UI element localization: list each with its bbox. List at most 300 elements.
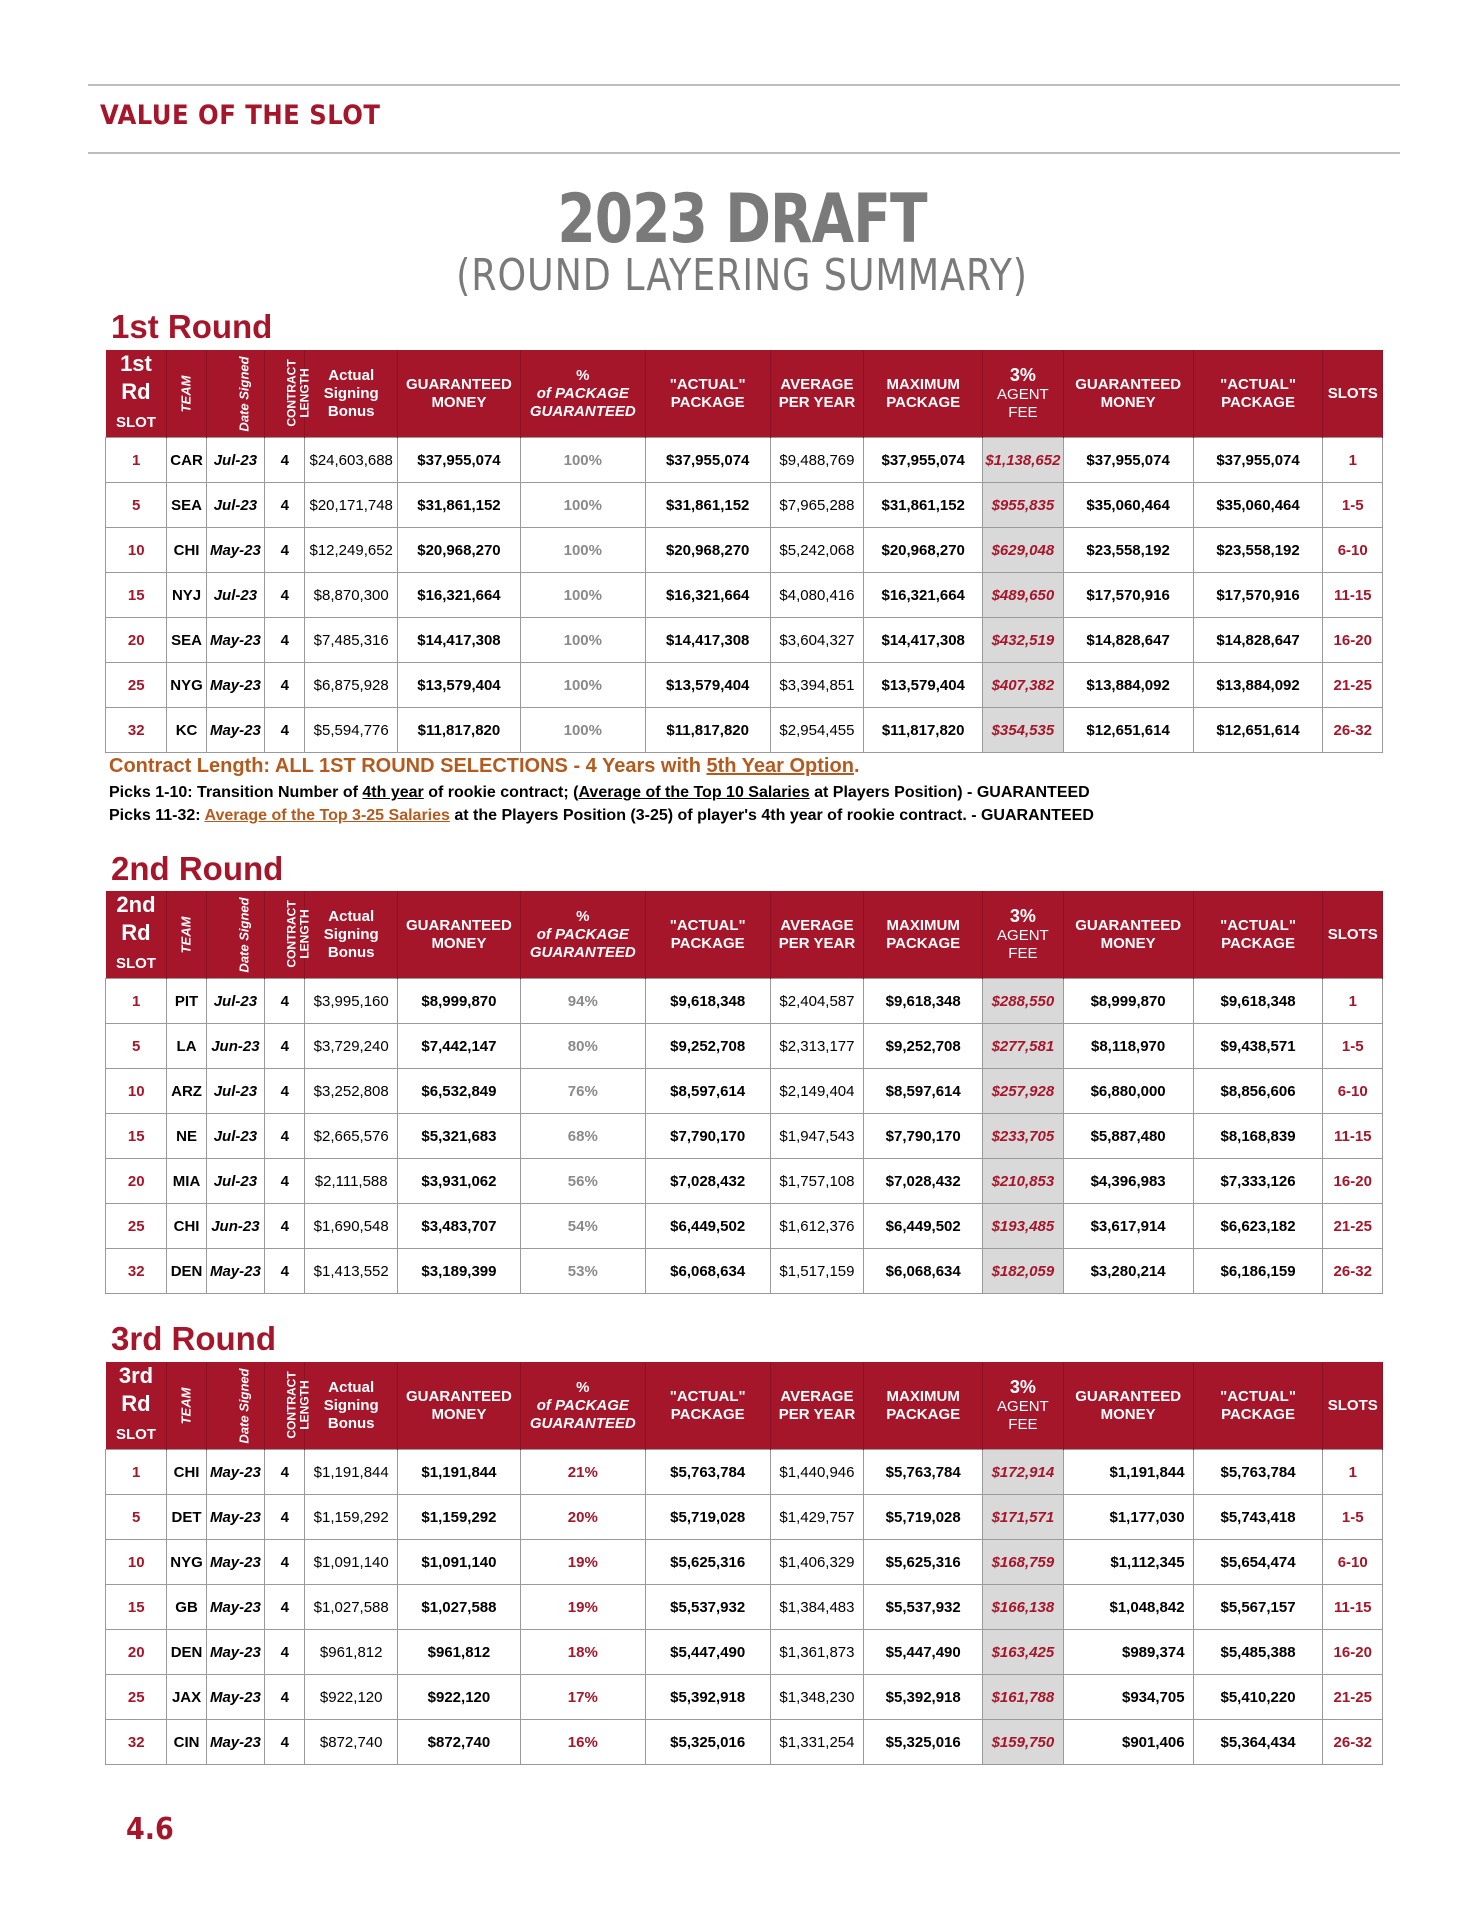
max-cell: $6,449,502 (864, 1204, 983, 1249)
actual-cell: $5,325,016 (645, 1720, 770, 1765)
column-label: % (576, 907, 590, 925)
apy-cell: $2,404,587 (770, 979, 864, 1024)
slots-cell: 26-32 (1323, 708, 1383, 753)
round-3-table (105, 1362, 1383, 1765)
pct-cell: 53% (520, 1249, 645, 1294)
team-cell: DEN (167, 1630, 206, 1675)
slots-cell: 16-20 (1323, 1630, 1383, 1675)
date-cell: Jul-23 (206, 438, 264, 483)
column-label: FEE (1008, 403, 1038, 421)
max-cell: $11,817,820 (864, 708, 983, 753)
pick-cell: 20 (106, 1159, 167, 1204)
note-text: 5th Year Option (706, 755, 854, 777)
apy-cell: $3,604,327 (770, 618, 864, 663)
guaranteed-cell: $961,812 (398, 1630, 521, 1675)
column-label: GUARANTEED (406, 1387, 512, 1405)
max-cell: $37,955,074 (864, 438, 983, 483)
contract-length-note (109, 755, 860, 778)
fee-cell: $233,705 (983, 1114, 1064, 1159)
column-label: SLOT (115, 1426, 156, 1443)
column-label: TEAM (178, 1387, 194, 1424)
apy-cell: $1,361,873 (770, 1630, 864, 1675)
max-cell: $14,417,308 (864, 618, 983, 663)
slots-cell: 21-25 (1323, 1204, 1383, 1249)
actual2-cell: $8,856,606 (1193, 1069, 1323, 1114)
guaranteed-cell: $13,579,404 (398, 663, 521, 708)
column-label: of PACKAGE (536, 925, 629, 943)
bonus-cell: $8,870,300 (305, 573, 398, 618)
length-cell: 4 (265, 618, 305, 663)
apy-cell: $1,331,254 (770, 1720, 864, 1765)
pick-cell: 1 (106, 1450, 167, 1495)
column-label: of PACKAGE (536, 384, 629, 402)
actual-cell: $11,817,820 (645, 708, 770, 753)
column-label: Bonus (327, 1414, 375, 1432)
column-label: PACKAGE (1221, 934, 1295, 952)
table-row (106, 1024, 1383, 1069)
fee-cell: $288,550 (983, 979, 1064, 1024)
guaranteed-cell: $1,027,588 (398, 1585, 521, 1630)
team-cell: CHI (167, 1450, 206, 1495)
column-label: PER YEAR (778, 393, 856, 411)
max-cell: $9,252,708 (864, 1024, 983, 1069)
col-maximum-package (864, 350, 983, 438)
max-cell: $6,068,634 (864, 1249, 983, 1294)
slots-cell: 11-15 (1323, 573, 1383, 618)
column-label: SLOTS (1327, 925, 1378, 943)
column-label: MONEY (1100, 1405, 1156, 1423)
length-cell: 4 (265, 1585, 305, 1630)
length-cell: 4 (265, 483, 305, 528)
column-label: SLOTS (1327, 384, 1378, 402)
fee-cell: $159,750 (983, 1720, 1064, 1765)
actual2-cell: $13,884,092 (1193, 663, 1323, 708)
actual2-cell: $6,186,159 (1193, 1249, 1323, 1294)
note-text: Average of the Top 10 Salaries (578, 784, 810, 801)
fee-cell: $182,059 (983, 1249, 1064, 1294)
header-row (106, 891, 1383, 979)
actual-cell: $6,449,502 (645, 1204, 770, 1249)
fee-cell: $171,571 (983, 1495, 1064, 1540)
apy-cell: $7,965,288 (770, 483, 864, 528)
bonus-cell: $961,812 (305, 1630, 398, 1675)
column-label: GUARANTEED (1075, 1387, 1182, 1405)
actual-cell: $5,719,028 (645, 1495, 770, 1540)
slot-label: 3rd (118, 1363, 154, 1388)
column-label: Signing (323, 1396, 379, 1414)
column-label: MONEY (1100, 393, 1156, 411)
guaranteed-cell: $14,417,308 (398, 618, 521, 663)
team-cell: ARZ (167, 1069, 206, 1114)
slots-cell: 1-5 (1323, 1495, 1383, 1540)
col-slots (1323, 891, 1383, 979)
actual-cell: $37,955,074 (645, 438, 770, 483)
column-label: PACKAGE (670, 1405, 745, 1423)
column-label: SLOT (115, 955, 156, 972)
team-cell: SEA (167, 618, 206, 663)
col-slot (106, 350, 167, 438)
max-cell: $9,618,348 (864, 979, 983, 1024)
table-row (106, 438, 1383, 483)
column-label: AGENT (997, 385, 1049, 403)
length-cell: 4 (265, 1024, 305, 1069)
guaranteed2-cell: $1,112,345 (1063, 1540, 1193, 1585)
column-label: MONEY (431, 934, 487, 952)
fee-cell: $407,382 (983, 663, 1064, 708)
note-text: Contract Length: ALL 1ST ROUND SELECTIONS - 4 Years with (109, 755, 707, 777)
pick-cell: 15 (106, 1114, 167, 1159)
header-rule (88, 152, 1400, 154)
column-label: GUARANTEED (529, 402, 636, 420)
col-guaranteed-money (398, 1362, 521, 1450)
fee-cell: $161,788 (983, 1675, 1064, 1720)
apy-cell: $2,313,177 (770, 1024, 864, 1069)
bonus-cell: $922,120 (305, 1675, 398, 1720)
actual-cell: $5,392,918 (645, 1675, 770, 1720)
bonus-cell: $1,690,548 (305, 1204, 398, 1249)
length-cell: 4 (265, 1450, 305, 1495)
pick-cell: 25 (106, 1204, 167, 1249)
slots-cell: 1-5 (1323, 483, 1383, 528)
actual2-cell: $37,955,074 (1193, 438, 1323, 483)
guaranteed2-cell: $17,570,916 (1063, 573, 1193, 618)
col-date-signed (206, 1362, 264, 1450)
guaranteed-cell: $6,532,849 (398, 1069, 521, 1114)
col-agent-fee (983, 891, 1064, 979)
actual2-cell: $5,364,434 (1193, 1720, 1323, 1765)
column-label: Signing (323, 384, 379, 402)
column-label: Date Signed (236, 355, 252, 432)
pick-cell: 10 (106, 528, 167, 573)
date-cell: May-23 (206, 1675, 264, 1720)
actual2-cell: $8,168,839 (1193, 1114, 1323, 1159)
fee-cell: $489,650 (983, 573, 1064, 618)
guaranteed-cell: $11,817,820 (398, 708, 521, 753)
max-cell: $5,719,028 (864, 1495, 983, 1540)
length-cell: 4 (265, 1069, 305, 1114)
actual-cell: $16,321,664 (645, 573, 770, 618)
guaranteed2-cell: $934,705 (1063, 1675, 1193, 1720)
actual-cell: $7,028,432 (645, 1159, 770, 1204)
guaranteed2-cell: $3,617,914 (1063, 1204, 1193, 1249)
col-signing-bonus (305, 891, 398, 979)
guaranteed-cell: $922,120 (398, 1675, 521, 1720)
team-cell: CAR (167, 438, 206, 483)
column-label: PACKAGE (1221, 1405, 1295, 1423)
actual-cell: $9,252,708 (645, 1024, 770, 1069)
max-cell: $31,861,152 (864, 483, 983, 528)
fee-cell: $257,928 (983, 1069, 1064, 1114)
actual-cell: $6,068,634 (645, 1249, 770, 1294)
round-1-title: 1st Round (111, 308, 273, 345)
column-label: Date Signed (236, 1367, 252, 1444)
bonus-cell: $1,027,588 (305, 1585, 398, 1630)
apy-cell: $3,394,851 (770, 663, 864, 708)
col-slots (1323, 1362, 1383, 1450)
apy-cell: $5,242,068 (770, 528, 864, 573)
bonus-cell: $1,159,292 (305, 1495, 398, 1540)
col-pct-guaranteed (520, 350, 645, 438)
pick-cell: 32 (106, 1249, 167, 1294)
col-guaranteed-money-2 (1063, 1362, 1193, 1450)
guaranteed-cell: $20,968,270 (398, 528, 521, 573)
slots-cell: 16-20 (1323, 618, 1383, 663)
guaranteed2-cell: $901,406 (1063, 1720, 1193, 1765)
length-cell: 4 (265, 1249, 305, 1294)
slots-cell: 21-25 (1323, 663, 1383, 708)
table-row (106, 1249, 1383, 1294)
col-contract-length (265, 350, 312, 438)
pct-cell: 80% (520, 1024, 645, 1069)
col-maximum-package (864, 891, 983, 979)
actual-cell: $8,597,614 (645, 1069, 770, 1114)
team-cell: CIN (167, 1720, 206, 1765)
column-label: PACKAGE (886, 393, 961, 411)
pct-cell: 16% (520, 1720, 645, 1765)
fee-cell: $193,485 (983, 1204, 1064, 1249)
col-guaranteed-money-2 (1063, 350, 1193, 438)
col-slot (106, 891, 167, 979)
guaranteed-cell: $3,931,062 (398, 1159, 521, 1204)
column-label: AVERAGE (780, 1387, 854, 1405)
guaranteed2-cell: $5,887,480 (1063, 1114, 1193, 1159)
actual-cell: $14,417,308 (645, 618, 770, 663)
team-cell: NYJ (167, 573, 206, 618)
pct-cell: 94% (520, 979, 645, 1024)
column-label: GUARANTEED (529, 1414, 636, 1432)
table-row (106, 1585, 1383, 1630)
pct-cell: 100% (520, 528, 645, 573)
date-cell: Jul-23 (206, 1114, 264, 1159)
guaranteed2-cell: $12,651,614 (1063, 708, 1193, 753)
pick-cell: 32 (106, 1720, 167, 1765)
date-cell: Jun-23 (206, 1204, 264, 1249)
pick-cell: 20 (106, 618, 167, 663)
note-text: Picks 11-32: (109, 807, 205, 824)
guaranteed-cell: $8,999,870 (398, 979, 521, 1024)
max-cell: $16,321,664 (864, 573, 983, 618)
table-row (106, 663, 1383, 708)
date-cell: Jul-23 (206, 1159, 264, 1204)
guaranteed2-cell: $4,396,983 (1063, 1159, 1193, 1204)
column-label: FEE (1008, 944, 1038, 962)
bonus-cell: $24,603,688 (305, 438, 398, 483)
column-label: "ACTUAL" (1220, 1387, 1296, 1405)
actual-cell: $13,579,404 (645, 663, 770, 708)
picks-1-10-note (109, 784, 1090, 802)
actual2-cell: $5,763,784 (1193, 1450, 1323, 1495)
page-number: 4.6 (126, 1812, 174, 1847)
team-cell: DEN (167, 1249, 206, 1294)
fee-cell: $163,425 (983, 1630, 1064, 1675)
team-cell: NE (167, 1114, 206, 1159)
date-cell: May-23 (206, 1450, 264, 1495)
length-cell: 4 (265, 528, 305, 573)
slots-cell: 1 (1323, 438, 1383, 483)
column-label: PER YEAR (778, 934, 856, 952)
column-label: SLOT (115, 414, 156, 431)
length-cell: 4 (265, 1675, 305, 1720)
length-cell: 4 (265, 1495, 305, 1540)
guaranteed2-cell: $13,884,092 (1063, 663, 1193, 708)
date-cell: May-23 (206, 1540, 264, 1585)
apy-cell: $1,612,376 (770, 1204, 864, 1249)
pct-cell: 100% (520, 708, 645, 753)
table-row (106, 1204, 1383, 1249)
col-pct-guaranteed (520, 891, 645, 979)
table-row (106, 483, 1383, 528)
table-row (106, 1495, 1383, 1540)
column-label: GUARANTEED (406, 916, 512, 934)
guaranteed-cell: $1,091,140 (398, 1540, 521, 1585)
column-label: "ACTUAL" (669, 375, 746, 393)
max-cell: $7,028,432 (864, 1159, 983, 1204)
fee-cell: $210,853 (983, 1159, 1064, 1204)
header-row (106, 350, 1383, 438)
bonus-cell: $872,740 (305, 1720, 398, 1765)
length-cell: 4 (265, 1114, 305, 1159)
length-cell: 4 (265, 573, 305, 618)
date-cell: May-23 (206, 618, 264, 663)
table-row (106, 573, 1383, 618)
note-text: Picks 1-10: Transition Number of (109, 784, 363, 801)
bonus-cell: $12,249,652 (305, 528, 398, 573)
date-cell: May-23 (206, 1720, 264, 1765)
bonus-cell: $2,665,576 (305, 1114, 398, 1159)
bonus-cell: $3,252,808 (305, 1069, 398, 1114)
actual2-cell: $5,654,474 (1193, 1540, 1323, 1585)
actual-cell: $31,861,152 (645, 483, 770, 528)
apy-cell: $1,348,230 (770, 1675, 864, 1720)
col-average-per-year (770, 1362, 864, 1450)
slots-cell: 21-25 (1323, 1675, 1383, 1720)
pick-cell: 10 (106, 1540, 167, 1585)
pick-cell: 15 (106, 573, 167, 618)
length-cell: 4 (265, 1540, 305, 1585)
pick-cell: 1 (106, 979, 167, 1024)
pct-cell: 56% (520, 1159, 645, 1204)
note-text: 4th year (362, 784, 424, 801)
column-label: Bonus (327, 402, 375, 420)
column-label: MONEY (431, 393, 487, 411)
bonus-cell: $3,729,240 (305, 1024, 398, 1069)
pick-cell: 5 (106, 483, 167, 528)
column-label: % (576, 1378, 590, 1396)
bonus-cell: $7,485,316 (305, 618, 398, 663)
slots-cell: 1 (1323, 979, 1383, 1024)
pct-cell: 100% (520, 483, 645, 528)
col-signing-bonus (305, 350, 398, 438)
apy-cell: $1,384,483 (770, 1585, 864, 1630)
round-1-table (105, 350, 1383, 753)
top-rule (88, 84, 1400, 86)
column-label: PACKAGE (1221, 393, 1295, 411)
team-cell: LA (167, 1024, 206, 1069)
column-label: Actual (328, 907, 375, 925)
guaranteed-cell: $5,321,683 (398, 1114, 521, 1159)
date-cell: Jul-23 (206, 979, 264, 1024)
slots-cell: 26-32 (1323, 1720, 1383, 1765)
actual2-cell: $14,828,647 (1193, 618, 1323, 663)
column-label: AVERAGE (780, 916, 854, 934)
date-cell: Jul-23 (206, 1069, 264, 1114)
apy-cell: $1,429,757 (770, 1495, 864, 1540)
fee-cell: $1,138,652 (983, 438, 1064, 483)
table-row (106, 618, 1383, 663)
col-actual-package-2 (1193, 1362, 1323, 1450)
date-cell: May-23 (206, 1249, 264, 1294)
column-label: Rd (121, 1391, 151, 1416)
col-actual-package (645, 350, 770, 438)
col-slots (1323, 350, 1383, 438)
max-cell: $5,447,490 (864, 1630, 983, 1675)
bonus-cell: $3,995,160 (305, 979, 398, 1024)
guaranteed2-cell: $3,280,214 (1063, 1249, 1193, 1294)
max-cell: $5,625,316 (864, 1540, 983, 1585)
fee-cell: $166,138 (983, 1585, 1064, 1630)
column-label: TEAM (178, 916, 194, 953)
fee-cell: $172,914 (983, 1450, 1064, 1495)
team-cell: SEA (167, 483, 206, 528)
apy-cell: $1,757,108 (770, 1159, 864, 1204)
col-team (167, 350, 206, 438)
slots-cell: 1 (1323, 1450, 1383, 1495)
column-label: CONTRACT (284, 899, 299, 968)
column-label: PER YEAR (778, 1405, 856, 1423)
length-cell: 4 (265, 1159, 305, 1204)
column-label: AGENT (997, 926, 1049, 944)
bonus-cell: $6,875,928 (305, 663, 398, 708)
col-signing-bonus (305, 1362, 398, 1450)
apy-cell: $4,080,416 (770, 573, 864, 618)
pick-cell: 5 (106, 1024, 167, 1069)
column-label: "ACTUAL" (1220, 916, 1296, 934)
round-2-title: 2nd Round (111, 850, 284, 887)
date-cell: Jul-23 (206, 483, 264, 528)
guaranteed-cell: $37,955,074 (398, 438, 521, 483)
guaranteed-cell: $1,191,844 (398, 1450, 521, 1495)
guaranteed2-cell: $1,048,842 (1063, 1585, 1193, 1630)
slots-cell: 26-32 (1323, 1249, 1383, 1294)
max-cell: $20,968,270 (864, 528, 983, 573)
table-row (106, 708, 1383, 753)
actual2-cell: $35,060,464 (1193, 483, 1323, 528)
guaranteed2-cell: $6,880,000 (1063, 1069, 1193, 1114)
pct-cell: 100% (520, 663, 645, 708)
col-team (167, 1362, 206, 1450)
guaranteed2-cell: $35,060,464 (1063, 483, 1193, 528)
slots-cell: 11-15 (1323, 1114, 1383, 1159)
guaranteed-cell: $3,189,399 (398, 1249, 521, 1294)
pct-cell: 54% (520, 1204, 645, 1249)
bonus-cell: $1,413,552 (305, 1249, 398, 1294)
guaranteed2-cell: $37,955,074 (1063, 438, 1193, 483)
col-contract-length (265, 1362, 312, 1450)
column-label: LENGTH (297, 1379, 312, 1430)
col-maximum-package (864, 1362, 983, 1450)
column-label: 3% (1009, 364, 1036, 385)
note-text: Average of the Top 3-25 Salaries (204, 807, 450, 824)
fee-cell: $955,835 (983, 483, 1064, 528)
col-actual-package (645, 1362, 770, 1450)
guaranteed-cell: $16,321,664 (398, 573, 521, 618)
table-row (106, 1159, 1383, 1204)
column-label: % (576, 366, 590, 384)
column-label: Rd (121, 379, 151, 404)
col-actual-package-2 (1193, 891, 1323, 979)
actual2-cell: $12,651,614 (1193, 708, 1323, 753)
actual2-cell: $9,618,348 (1193, 979, 1323, 1024)
